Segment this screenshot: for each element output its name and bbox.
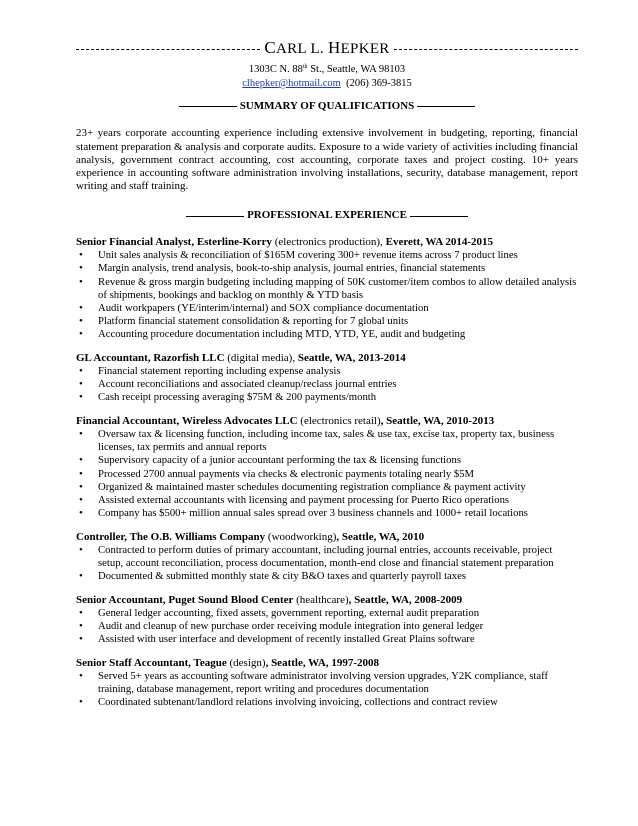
list-item: • General ledger accounting, fixed assets, government reporting, external audit preparation [76,607,578,620]
list-item: • Revenue & gross margin budgeting including mapping of 50K customer/item combos to allow detailed analysis of shipments, bookings and backlog on monthly & YTD basis [76,276,578,302]
list-item: • Coordinated subtenant/landlord relations involving invoicing, collections and contract review [76,696,578,709]
list-item: • Oversaw tax & licensing function, including income tax, sales & use tax, excise tax, property tax, business licenses, tax permits and annual reports [76,428,578,454]
job-entry [76,352,578,405]
job-entry [76,531,578,584]
list-item: • Contracted to perform duties of primary accountant, including journal entries, accounts receivable, project setup, account reconciliation, process documentation, month-end close and financial statement preparation [76,544,578,570]
job-bullets [76,544,578,584]
summary-text: 23+ years corporate accounting experience including extensive involvement in budgeting, reporting, financial statement preparation & analysis and corporate audits. Exposure to a wide variety of activities including financial analysis, government contract accounting, cost accounting, corporate taxes and project costing. 10+ years experience in accounting software administration involving installations, security, database management, report writing and staff training. [76,127,578,193]
job-title-line: Senior Accountant, Puget Sound Blood Center (healthcare), Seattle, WA, 2008-2009 [76,593,463,606]
candidate-name: CARL L. HEPKER [264,38,390,58]
job-entry [76,236,578,342]
address-line: 1303C N. 88th St., Seattle, WA 98103 [248,64,406,75]
list-item: • Processed 2700 annual payments via checks & electronic payments totaling nearly $5M [76,468,578,481]
contact-line [76,77,578,91]
list-item: • Company has $500+ million annual sales spread over 3 business channels and 1000+ retail locations [76,507,578,520]
list-item: • Audit workpapers (YE/interim/internal) and SOX compliance documentation [76,302,578,315]
left-dashed-rule [76,49,260,50]
job-bullets [76,249,578,341]
list-item: • Supervisory capacity of a junior accountant performing the tax & licensing functions [76,454,578,467]
job-title-line: Financial Accountant, Wireless Advocates LLC (electronics retail), Seattle, WA, 2010-2013 [76,414,495,427]
name-header [76,38,578,60]
list-item: • Organized & maintained master schedules documenting registration compliance & payment activity [76,481,578,494]
list-item: • Cash receipt processing averaging $75M & 200 payments/month [76,391,578,404]
list-item: • Financial statement reporting including expense analysis [76,365,578,378]
list-item: • Documented & submitted monthly state & city B&O taxes and quarterly payroll taxes [76,570,578,583]
experience-heading: PROFESSIONAL EXPERIENCE [76,209,578,222]
job-bullets [76,428,578,520]
list-item: • Audit and cleanup of new purchase order receiving module integration into general ledger [76,620,578,633]
job-entry [76,657,578,710]
list-item: • Margin analysis, trend analysis, book-to-ship analysis, journal entries, financial statements [76,262,578,275]
list-item: • Assisted external accountants with licensing and payment processing for Puerto Rico operations [76,494,578,507]
list-item: • Assisted with user interface and development of recently installed Great Plains software [76,633,578,646]
job-title-line: GL Accountant, Razorfish LLC (digital media), Seattle, WA, 2013-2014 [76,351,406,364]
job-title-line: Senior Staff Accountant, Teague (design), Seattle, WA, 1997-2008 [76,656,380,669]
list-item: • Unit sales analysis & reconciliation of $165M covering 300+ revenue items across 7 product lines [76,249,578,262]
job-title-line: Senior Financial Analyst, Esterline-Korry (electronics production), Everett, WA 2014-2015 [76,235,494,248]
job-title-line: Controller, The O.B. Williams Company (woodworking), Seattle, WA, 2010 [76,530,425,543]
job-entry [76,415,578,521]
list-item: • Served 5+ years as accounting software administrator involving version upgrades, Y2K compliance, staff training, database management, report writing and procedures documentation [76,670,578,696]
phone-number: (206) 369-3815 [346,78,412,89]
list-item: • Platform financial statement consolidation & reporting for 7 global units [76,315,578,328]
email-link[interactable]: clhepker@hotmail.com [242,78,341,89]
list-item: • Accounting procedure documentation including MTD, YTD, YE, audit and budgeting [76,328,578,341]
right-dashed-rule [394,49,578,50]
job-bullets [76,670,578,710]
summary-heading: SUMMARY OF QUALIFICATIONS [76,100,578,113]
list-item: • Account reconciliations and associated cleanup/reclass journal entries [76,378,578,391]
job-entry [76,594,578,647]
job-bullets [76,365,578,405]
job-bullets [76,607,578,647]
